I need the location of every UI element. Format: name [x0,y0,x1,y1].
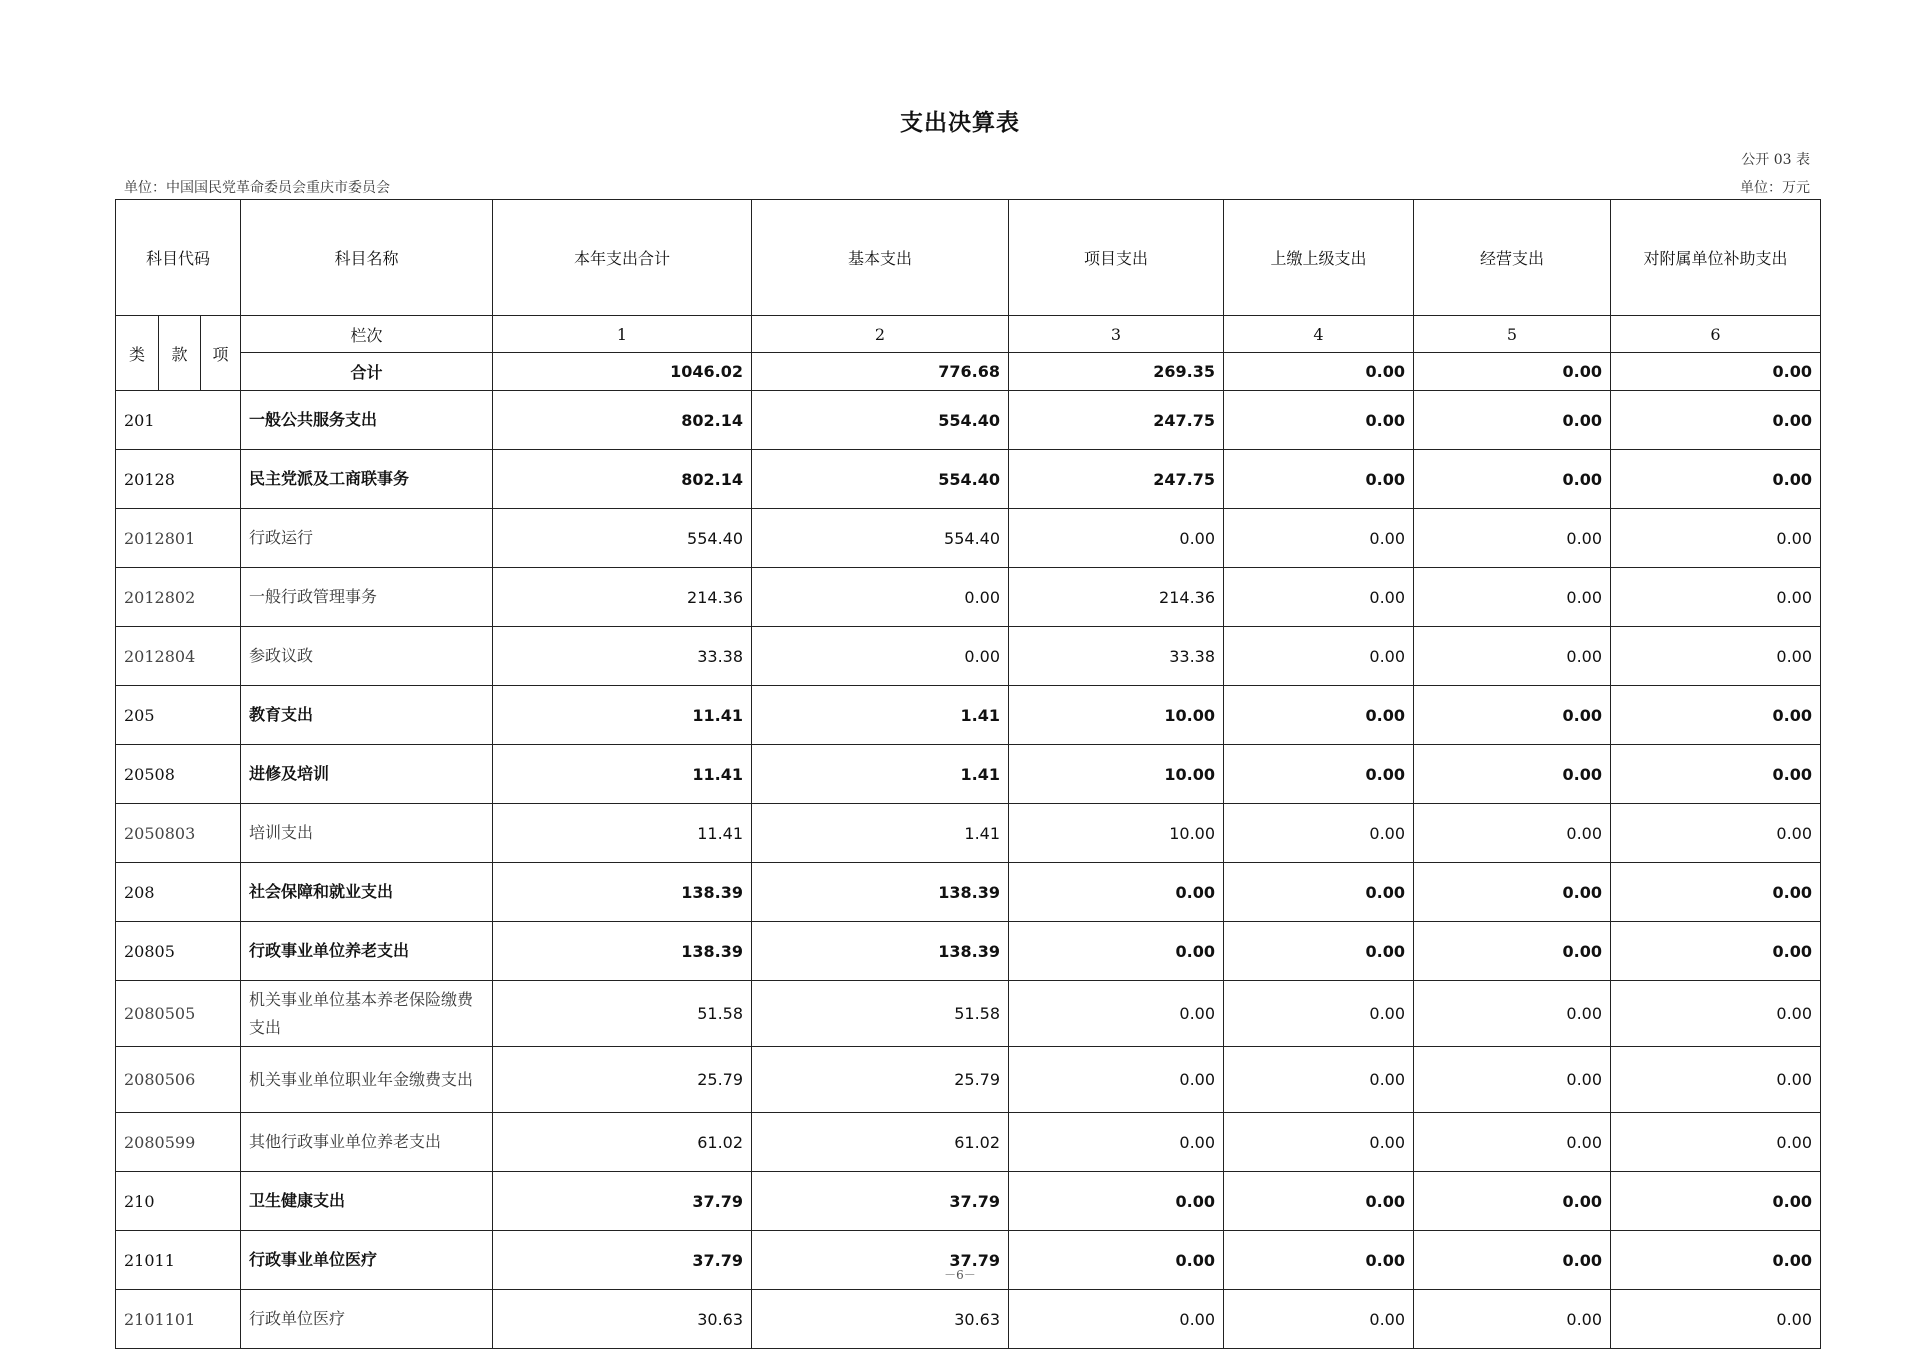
subject-code: 2101101 [116,1290,241,1349]
amount-cell: 0.00 [1414,863,1611,922]
amount-cell: 0.00 [1224,568,1414,627]
table-row [116,509,1821,568]
amount-cell: 0.00 [1611,745,1821,804]
amount-cell: 0.00 [1224,922,1414,981]
amount-cell: 33.38 [493,627,752,686]
amount-cell: 0.00 [1414,1231,1611,1290]
amount-cell: 0.00 [1414,804,1611,863]
column-number: 6 [1611,316,1821,353]
amount-cell: 0.00 [1611,1047,1821,1113]
amount-cell: 0.00 [1009,1172,1224,1231]
subject-name: 参政议政 [241,627,493,686]
subject-code: 208 [116,863,241,922]
header-business: 经营支出 [1414,200,1611,316]
amount-cell: 11.41 [493,745,752,804]
subject-name: 教育支出 [241,686,493,745]
amount-cell: 247.75 [1009,450,1224,509]
column-number-row [116,316,1821,353]
amount-cell: 802.14 [493,391,752,450]
amount-cell: 138.39 [493,863,752,922]
amount-cell: 0.00 [752,568,1009,627]
amount-cell: 0.00 [1414,686,1611,745]
amount-cell: 37.79 [493,1172,752,1231]
amount-cell: 0.00 [1224,627,1414,686]
subject-code: 210 [116,1172,241,1231]
amount-cell: 0.00 [1224,391,1414,450]
subject-code: 2012802 [116,568,241,627]
unit-currency: 单位：万元 [1740,180,1810,196]
amount-cell: 0.00 [1611,981,1821,1047]
table-row [116,568,1821,627]
column-number: 4 [1224,316,1414,353]
subject-code: 2080599 [116,1113,241,1172]
amount-cell: 0.00 [1611,686,1821,745]
subject-name: 一般行政管理事务 [241,568,493,627]
amount-cell: 0.00 [1224,1047,1414,1113]
table-row [116,1047,1821,1113]
subject-name: 其他行政事业单位养老支出 [241,1113,493,1172]
amount-cell: 554.40 [752,391,1009,450]
amount-cell: 37.79 [752,1231,1009,1290]
amount-cell: 0.00 [1009,863,1224,922]
subject-code: 20805 [116,922,241,981]
subheader-kuan: 款 [159,316,201,391]
amount-cell: 0.00 [1414,509,1611,568]
amount-cell: 0.00 [1414,391,1611,450]
table-row [116,804,1821,863]
amount-cell: 0.00 [1414,981,1611,1047]
table-row [116,1290,1821,1349]
table-row [116,981,1821,1047]
table-row [116,922,1821,981]
column-number: 5 [1414,316,1611,353]
header-basic: 基本支出 [752,200,1009,316]
amount-cell: 10.00 [1009,745,1224,804]
amount-cell: 0.00 [1414,745,1611,804]
amount-cell: 0.00 [1224,981,1414,1047]
subject-code: 2080506 [116,1047,241,1113]
amount-cell: 1.41 [752,686,1009,745]
amount-cell: 247.75 [1009,391,1224,450]
amount-cell: 0.00 [1611,1290,1821,1349]
subject-name: 行政运行 [241,509,493,568]
subject-name: 进修及培训 [241,745,493,804]
total-cell: 0.00 [1224,353,1414,391]
amount-cell: 0.00 [1009,981,1224,1047]
amount-cell: 0.00 [1224,863,1414,922]
header-project: 项目支出 [1009,200,1224,316]
amount-cell: 0.00 [1224,450,1414,509]
amount-cell: 0.00 [1009,1047,1224,1113]
subject-name: 行政事业单位养老支出 [241,922,493,981]
header-code: 科目代码 [116,200,241,316]
header-name: 科目名称 [241,200,493,316]
amount-cell: 0.00 [1414,627,1611,686]
subject-code: 20128 [116,450,241,509]
amount-cell: 138.39 [752,922,1009,981]
amount-cell: 0.00 [1224,804,1414,863]
table-row [116,1113,1821,1172]
amount-cell: 0.00 [1611,1231,1821,1290]
amount-cell: 0.00 [1224,745,1414,804]
subject-code: 20508 [116,745,241,804]
amount-cell: 0.00 [1224,686,1414,745]
amount-cell: 0.00 [1414,922,1611,981]
subject-code: 2050803 [116,804,241,863]
amount-cell: 0.00 [1611,627,1821,686]
amount-cell: 0.00 [1611,1172,1821,1231]
subject-name: 培训支出 [241,804,493,863]
amount-cell: 0.00 [1009,1113,1224,1172]
amount-cell: 0.00 [1009,1290,1224,1349]
amount-cell: 0.00 [1611,391,1821,450]
amount-cell: 0.00 [1414,568,1611,627]
page-number: －6－ [944,1268,976,1282]
header-subsidy: 对附属单位补助支出 [1611,200,1821,316]
amount-cell: 0.00 [1611,450,1821,509]
subject-name: 机关事业单位职业年金缴费支出 [241,1047,493,1113]
subject-code: 2080505 [116,981,241,1047]
amount-cell: 0.00 [1224,1172,1414,1231]
amount-cell: 0.00 [1414,1047,1611,1113]
amount-cell: 51.58 [493,981,752,1047]
amount-cell: 11.41 [493,804,752,863]
amount-cell: 0.00 [1611,568,1821,627]
subheader-xiang: 项 [201,316,241,391]
amount-cell: 0.00 [1414,1172,1611,1231]
subheader-lanci: 栏次 [241,316,493,353]
subject-code: 2012804 [116,627,241,686]
total-cell: 0.00 [1414,353,1611,391]
subject-code: 201 [116,391,241,450]
amount-cell: 0.00 [1611,1113,1821,1172]
subject-code: 205 [116,686,241,745]
table-row [116,745,1821,804]
amount-cell: 138.39 [752,863,1009,922]
amount-cell: 0.00 [1414,450,1611,509]
table-row [116,686,1821,745]
amount-cell: 0.00 [1224,1290,1414,1349]
amount-cell: 25.79 [752,1047,1009,1113]
amount-cell: 0.00 [1009,509,1224,568]
amount-cell: 30.63 [752,1290,1009,1349]
amount-cell: 0.00 [1414,1113,1611,1172]
subject-name: 行政事业单位医疗 [241,1231,493,1290]
page-title: 支出决算表 [900,110,1020,136]
amount-cell: 0.00 [1224,1231,1414,1290]
subject-name: 行政单位医疗 [241,1290,493,1349]
amount-cell: 11.41 [493,686,752,745]
amount-cell: 554.40 [493,509,752,568]
subject-name: 社会保障和就业支出 [241,863,493,922]
column-number: 2 [752,316,1009,353]
amount-cell: 33.38 [1009,627,1224,686]
amount-cell: 0.00 [1611,509,1821,568]
amount-cell: 10.00 [1009,686,1224,745]
header-upper: 上缴上级支出 [1224,200,1414,316]
amount-cell: 138.39 [493,922,752,981]
subject-name: 民主党派及工商联事务 [241,450,493,509]
table-row [116,627,1821,686]
amount-cell: 30.63 [493,1290,752,1349]
amount-cell: 0.00 [1224,509,1414,568]
table-row [116,450,1821,509]
amount-cell: 802.14 [493,450,752,509]
total-cell: 0.00 [1611,353,1821,391]
amount-cell: 0.00 [752,627,1009,686]
table-row [116,1172,1821,1231]
total-cell: 1046.02 [493,353,752,391]
amount-cell: 10.00 [1009,804,1224,863]
form-number: 公开 03 表 [1741,152,1810,168]
subheader-lei: 类 [116,316,159,391]
total-cell: 776.68 [752,353,1009,391]
amount-cell: 1.41 [752,804,1009,863]
column-number: 1 [493,316,752,353]
amount-cell: 0.00 [1611,804,1821,863]
amount-cell: 25.79 [493,1047,752,1113]
subject-code: 2012801 [116,509,241,568]
unit-organization: 单位：中国国民党革命委员会重庆市委员会 [124,180,390,196]
amount-cell: 214.36 [1009,568,1224,627]
subject-name: 一般公共服务支出 [241,391,493,450]
subject-name: 机关事业单位基本养老保险缴费支出 [241,981,493,1047]
header-total: 本年支出合计 [493,200,752,316]
totals-row [116,353,1821,391]
table-row [116,391,1821,450]
subject-name: 卫生健康支出 [241,1172,493,1231]
amount-cell: 0.00 [1611,922,1821,981]
amount-cell: 0.00 [1414,1290,1611,1349]
table-row [116,863,1821,922]
subheader-heji: 合计 [241,353,493,391]
subject-code: 21011 [116,1231,241,1290]
amount-cell: 1.41 [752,745,1009,804]
amount-cell: 214.36 [493,568,752,627]
amount-cell: 61.02 [493,1113,752,1172]
amount-cell: 554.40 [752,509,1009,568]
amount-cell: 0.00 [1611,863,1821,922]
column-number: 3 [1009,316,1224,353]
amount-cell: 554.40 [752,450,1009,509]
amount-cell: 37.79 [752,1172,1009,1231]
amount-cell: 0.00 [1009,922,1224,981]
amount-cell: 0.00 [1009,1231,1224,1290]
total-cell: 269.35 [1009,353,1224,391]
expenditure-table [115,199,1821,1349]
header-row [116,200,1821,316]
amount-cell: 61.02 [752,1113,1009,1172]
amount-cell: 37.79 [493,1231,752,1290]
amount-cell: 51.58 [752,981,1009,1047]
amount-cell: 0.00 [1224,1113,1414,1172]
